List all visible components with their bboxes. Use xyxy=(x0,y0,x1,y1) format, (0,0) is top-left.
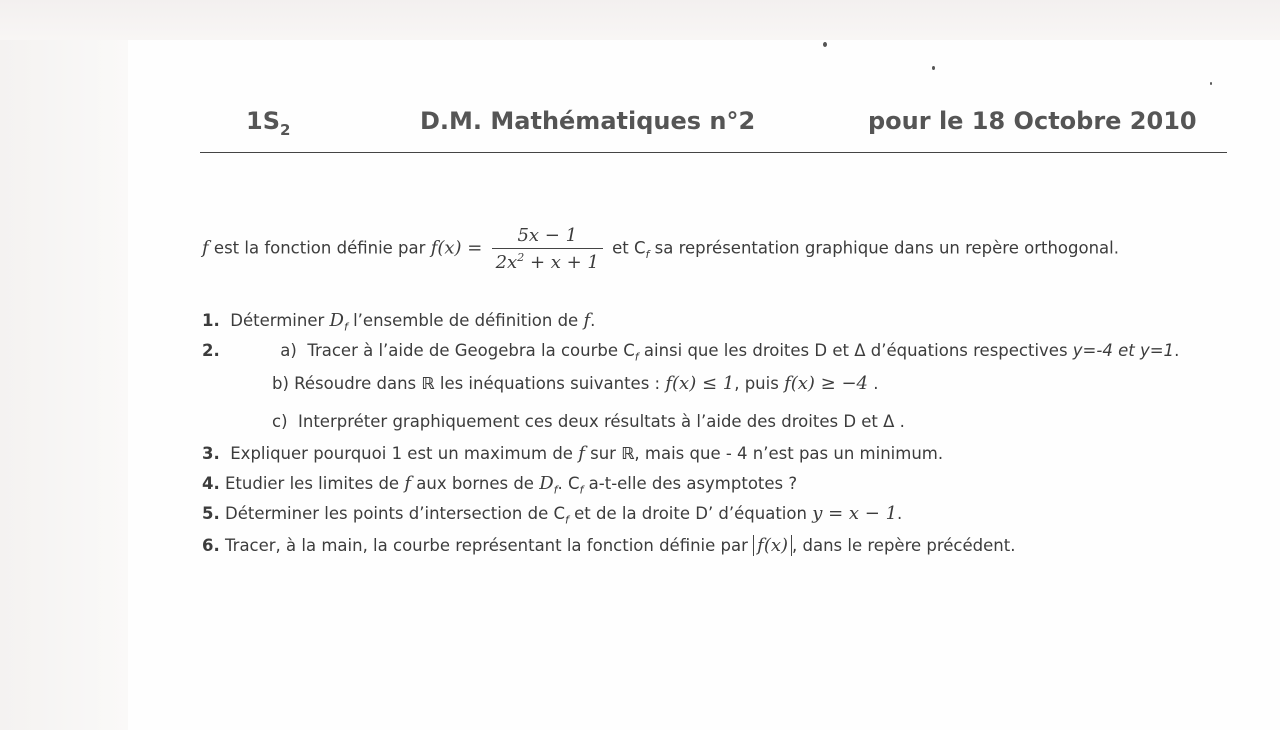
header-divider xyxy=(200,152,1227,153)
class-label: $1S_2$ xyxy=(246,107,291,139)
question-4: 4. Etudier les limites de f aux bornes de $D_f$. $C_f$ a-t-elle des asymptotes ? xyxy=(202,473,798,497)
due-date: pour le 18 Octobre 2010 xyxy=(868,107,1197,135)
intro-line: f est la fonction définie par f(x) = $\frac{5x - 1}{2x^2 + x + 1}$ et $C_f$ sa représentation graphique dans un repère orthogonal. xyxy=(202,225,1119,273)
question-2a: 2. a) Tracer à l’aide de Geogebra la courbe $C_f$ ainsi que les droites D et Δ d’équations respectives y=-4 et y=1. xyxy=(202,341,1180,364)
scan-speck xyxy=(932,66,935,70)
absolute-value: f(x) xyxy=(753,535,792,556)
scan-margin-left xyxy=(0,40,128,730)
question-2c: c) Interpréter graphiquement ces deux résultats à l’aide des droites D et Δ . xyxy=(272,412,905,431)
question-3: 3. Expliquer pourquoi 1 est un maximum de f sur ℝ, mais que - 4 n’est pas un minimum. xyxy=(202,443,944,464)
question-6: 6. Tracer, à la main, la courbe représentant la fonction définie par f(x) , dans le repère précédent. xyxy=(202,535,1016,556)
scan-margin-top xyxy=(0,0,1280,40)
scan-speck xyxy=(1210,82,1212,85)
scan-speck xyxy=(823,42,827,47)
question-2b: b) Résoudre dans ℝ les inéquations suivantes : f(x) ≤ 1, puis f(x) ≥ −4 . xyxy=(272,373,879,394)
question-1: 1. Déterminer $D_f$ l’ensemble de définition de f. xyxy=(202,310,596,334)
function-fraction: $\frac{5x - 1}{2x^2 + x + 1}$ xyxy=(492,225,603,273)
question-5: 5. Déterminer les points d’intersection de $C_f$ et de la droite D’ d’équation y = x − 1. xyxy=(202,503,903,527)
page-title: D.M. Mathématiques n°2 xyxy=(420,107,756,135)
